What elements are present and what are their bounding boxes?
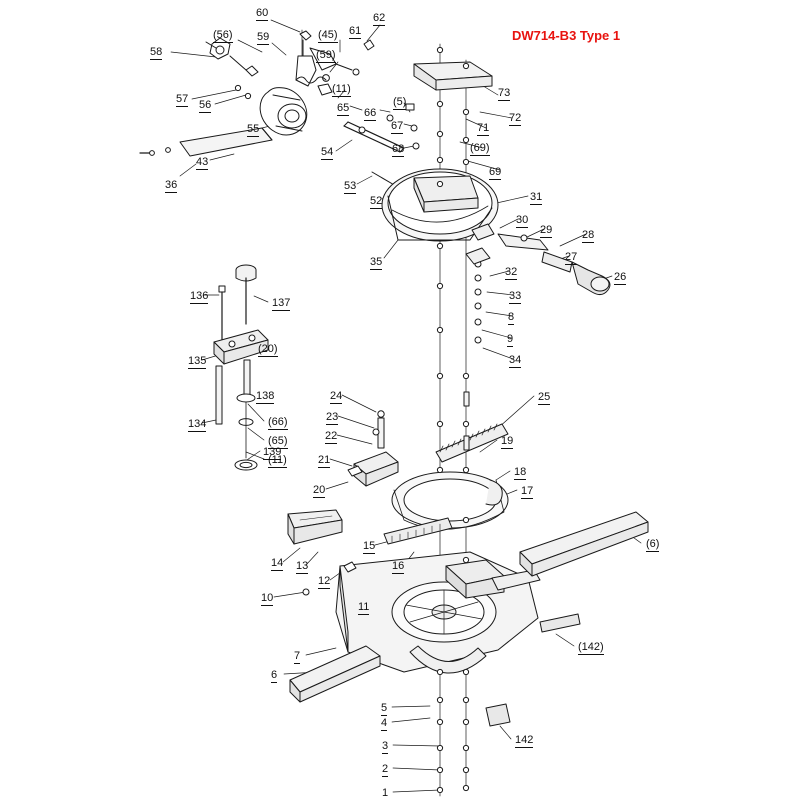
part-callout-36 bbox=[165, 180, 177, 191]
part-callout-label: 58 bbox=[150, 46, 163, 58]
part-callout-28 bbox=[582, 230, 594, 241]
part-callout-label: 17 bbox=[521, 485, 534, 497]
part-callout-label: 19 bbox=[501, 435, 514, 447]
part-callout-label: (65) bbox=[268, 435, 288, 447]
part-callout-22 bbox=[325, 431, 337, 442]
part-callout-label: 35 bbox=[370, 256, 383, 268]
part-callout-137 bbox=[272, 298, 290, 309]
part-callout-136 bbox=[190, 291, 208, 302]
part-callout-label: (59) bbox=[316, 49, 336, 61]
part-callout-10 bbox=[261, 593, 273, 604]
part-callout-label: 62 bbox=[373, 12, 386, 24]
part-callout-62 bbox=[373, 13, 385, 24]
part-callout-label: 16 bbox=[392, 560, 405, 572]
part-callout-68 bbox=[392, 144, 404, 155]
part-callout-24 bbox=[330, 391, 342, 402]
part-callout-58 bbox=[150, 47, 162, 58]
part-callout-label: 10 bbox=[261, 592, 274, 604]
part-callout-6 bbox=[646, 539, 659, 550]
part-callout-139 bbox=[263, 447, 281, 458]
part-callout-6 bbox=[271, 670, 277, 681]
part-callout-label: 33 bbox=[509, 290, 522, 302]
part-callout-57 bbox=[176, 94, 188, 105]
part-callout-label: 2 bbox=[382, 763, 389, 775]
part-callout-5 bbox=[393, 97, 406, 108]
part-callout-8 bbox=[508, 312, 514, 323]
part-callout-label: 9 bbox=[507, 333, 514, 345]
part-callout-label: 61 bbox=[349, 25, 362, 37]
part-callout-66 bbox=[364, 108, 376, 119]
part-callout-20 bbox=[313, 485, 325, 496]
part-callout-label: 6 bbox=[271, 669, 278, 681]
part-callout-135 bbox=[188, 356, 206, 367]
part-callout-69 bbox=[489, 167, 501, 178]
part-callout-45 bbox=[318, 30, 338, 41]
part-callout-25 bbox=[538, 392, 550, 403]
part-callout-27 bbox=[565, 252, 577, 263]
part-callout-71 bbox=[477, 123, 489, 134]
part-callout-label: (20) bbox=[258, 343, 278, 355]
part-callout-label: 60 bbox=[256, 7, 269, 19]
part-callout-label: 36 bbox=[165, 179, 178, 191]
part-callout-label: 135 bbox=[188, 355, 207, 367]
part-callout-label: 31 bbox=[530, 191, 543, 203]
part-callout-label: 23 bbox=[326, 411, 339, 423]
part-callout-55 bbox=[247, 124, 259, 135]
part-callout-label: (142) bbox=[578, 641, 604, 653]
part-callout-1 bbox=[382, 788, 388, 799]
part-callout-label: 18 bbox=[514, 466, 527, 478]
model-title: DW714-B3 Type 1 bbox=[512, 28, 621, 43]
part-callout-label: 134 bbox=[188, 418, 207, 430]
part-callout-label: (69) bbox=[470, 142, 490, 154]
part-callout-label: 43 bbox=[196, 156, 209, 168]
part-callout-20 bbox=[258, 344, 278, 355]
part-callout-label: 34 bbox=[509, 354, 522, 366]
part-callout-label: 65 bbox=[337, 102, 350, 114]
part-callout-65 bbox=[337, 103, 349, 114]
part-callout-35 bbox=[370, 257, 382, 268]
part-callout-label: 137 bbox=[272, 297, 291, 309]
part-callout-label: 29 bbox=[540, 224, 553, 236]
part-callout-17 bbox=[521, 486, 533, 497]
part-callout-label: 3 bbox=[382, 740, 389, 752]
part-callout-label: 8 bbox=[508, 311, 515, 323]
part-callout-label: 69 bbox=[489, 166, 502, 178]
part-callout-16 bbox=[392, 561, 404, 572]
part-callout-21 bbox=[318, 455, 330, 466]
part-callout-label: 139 bbox=[263, 446, 282, 458]
part-callout-59 bbox=[257, 32, 269, 43]
part-callout-label: 57 bbox=[176, 93, 189, 105]
part-callout-label: 21 bbox=[318, 454, 331, 466]
part-callout-2 bbox=[382, 764, 388, 775]
part-callout-29 bbox=[540, 225, 552, 236]
part-callout-label: (11) bbox=[332, 83, 351, 95]
part-callout-31 bbox=[530, 192, 542, 203]
part-callout-label: 66 bbox=[364, 107, 377, 119]
part-callout-72 bbox=[509, 113, 521, 124]
part-callout-61 bbox=[349, 26, 361, 37]
part-callout-54 bbox=[321, 147, 333, 158]
part-callout-label: 7 bbox=[294, 650, 301, 662]
part-callout-26 bbox=[614, 272, 626, 283]
part-callout-label: 52 bbox=[370, 195, 383, 207]
part-callout-label: 54 bbox=[321, 146, 334, 158]
part-callout-18 bbox=[514, 467, 526, 478]
part-callout-73 bbox=[498, 88, 510, 99]
part-callout-9 bbox=[507, 334, 513, 345]
part-callout-label: 67 bbox=[391, 120, 404, 132]
part-callout-4 bbox=[381, 718, 387, 729]
part-callout-5 bbox=[381, 703, 387, 714]
part-callout-142 bbox=[578, 642, 604, 653]
part-callout-66 bbox=[268, 417, 288, 428]
part-callout-label: 27 bbox=[565, 251, 578, 263]
part-callout-32 bbox=[505, 267, 517, 278]
part-callout-56 bbox=[213, 30, 233, 41]
part-callout-label: 73 bbox=[498, 87, 511, 99]
part-callout-label: 5 bbox=[381, 702, 388, 714]
part-callout-label: (45) bbox=[318, 29, 338, 41]
part-callout-label: 136 bbox=[190, 290, 209, 302]
part-callout-label: 32 bbox=[505, 266, 518, 278]
part-callout-label: 12 bbox=[318, 575, 331, 587]
part-callout-label: 138 bbox=[256, 390, 275, 402]
part-callout-3 bbox=[382, 741, 388, 752]
part-callout-label: 20 bbox=[313, 484, 326, 496]
part-callout-7 bbox=[294, 651, 300, 662]
part-callout-138 bbox=[256, 391, 274, 402]
part-callout-43 bbox=[196, 157, 208, 168]
part-callout-label: 14 bbox=[271, 557, 284, 569]
part-callout-142 bbox=[515, 735, 533, 746]
part-callout-134 bbox=[188, 419, 206, 430]
part-callout-label: 1 bbox=[382, 787, 389, 799]
part-callout-67 bbox=[391, 121, 403, 132]
part-callout-56 bbox=[199, 100, 211, 111]
part-callout-label: 142 bbox=[515, 734, 534, 746]
part-callout-label: 55 bbox=[247, 123, 260, 135]
part-callout-label: (66) bbox=[268, 416, 288, 428]
part-callout-33 bbox=[509, 291, 521, 302]
part-callout-label: 68 bbox=[392, 143, 405, 155]
part-callout-label: 28 bbox=[582, 229, 595, 241]
part-callout-30 bbox=[516, 215, 528, 226]
part-callout-label: 53 bbox=[344, 180, 357, 192]
part-callout-label: 13 bbox=[296, 560, 309, 572]
part-callout-label: 11 bbox=[358, 601, 370, 613]
part-callout-label: 56 bbox=[199, 99, 212, 111]
part-callout-label: (11) bbox=[268, 454, 287, 466]
part-callout-label: (56) bbox=[213, 29, 233, 41]
part-callout-label: 30 bbox=[516, 214, 529, 226]
part-callout-label: 4 bbox=[381, 717, 388, 729]
part-callout-60 bbox=[256, 8, 268, 19]
part-callout-label: 22 bbox=[325, 430, 338, 442]
part-callout-label: 15 bbox=[363, 540, 376, 552]
part-callout-label: 59 bbox=[257, 31, 270, 43]
part-callout-label: 72 bbox=[509, 112, 522, 124]
part-callout-53 bbox=[344, 181, 356, 192]
part-callout-label: 71 bbox=[477, 122, 490, 134]
part-callout-label: 25 bbox=[538, 391, 551, 403]
part-callout-34 bbox=[509, 355, 521, 366]
part-callout-69 bbox=[470, 143, 490, 154]
part-callout-23 bbox=[326, 412, 338, 423]
part-callout-59 bbox=[316, 50, 336, 61]
part-callout-15 bbox=[363, 541, 375, 552]
part-callout-label: (5) bbox=[393, 96, 407, 108]
part-callout-13 bbox=[296, 561, 308, 572]
part-callout-52 bbox=[370, 196, 382, 207]
part-callout-label: (6) bbox=[646, 538, 660, 550]
part-callout-11 bbox=[358, 602, 369, 613]
part-callout-14 bbox=[271, 558, 283, 569]
part-callout-19 bbox=[501, 436, 513, 447]
part-callout-label: 26 bbox=[614, 271, 627, 283]
part-callout-label: 24 bbox=[330, 390, 343, 402]
part-callout-12 bbox=[318, 576, 330, 587]
part-callout-11 bbox=[332, 84, 351, 95]
